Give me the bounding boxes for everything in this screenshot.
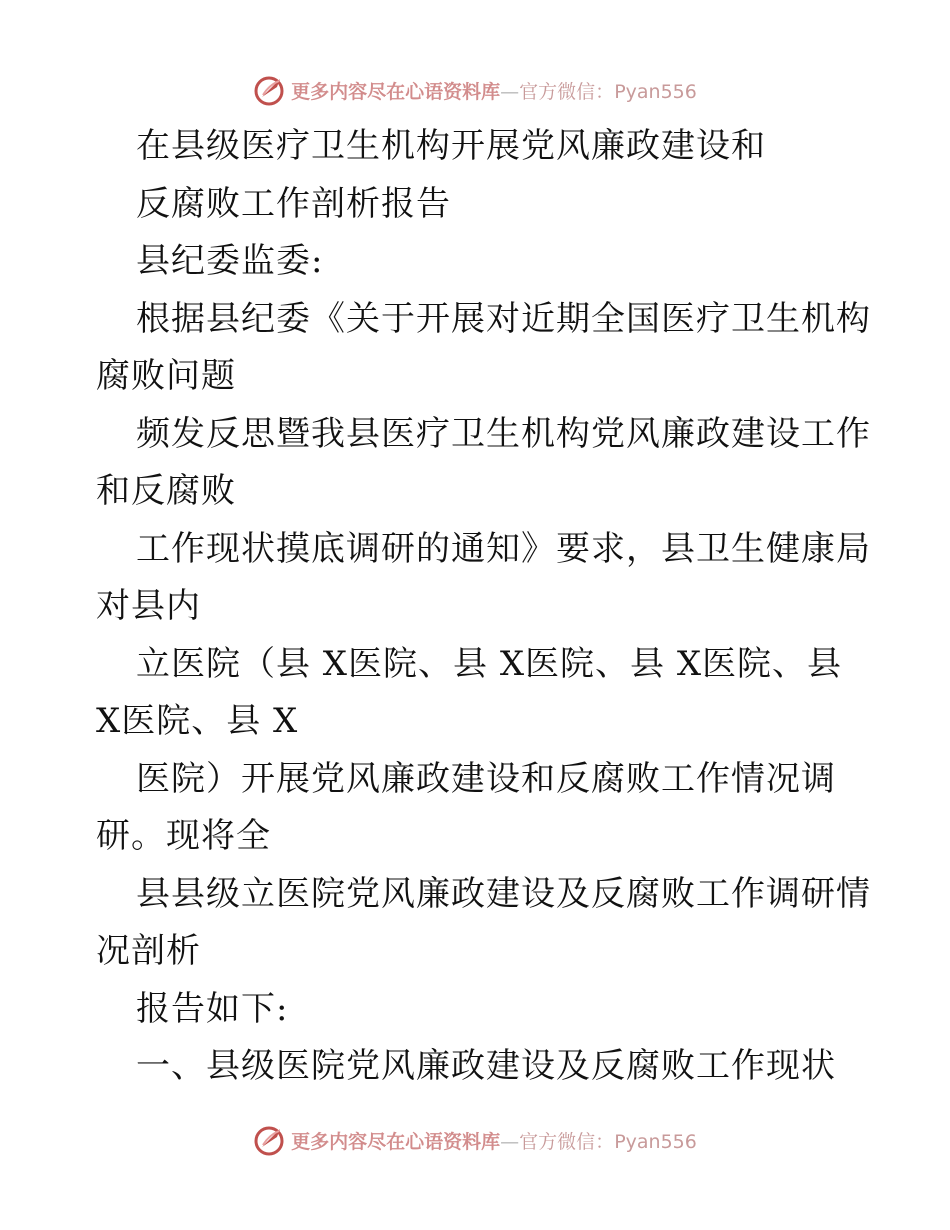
document-line: 县县级立医院党风廉政建设及反腐败工作调研情 — [136, 873, 871, 914]
document-line: 腐败问题 — [96, 356, 236, 396]
document-line: 工作现状摸底调研的通知》要求，县卫生健康局 — [136, 528, 871, 569]
brand-logo-icon — [253, 73, 287, 107]
document-line: 在县级医疗卫生机构开展党风廉政建设和 — [136, 126, 766, 166]
watermark-text: 更多内容尽在心语资料库—官方微信：Pyan556 — [291, 80, 697, 103]
document-line: 县纪委监委: — [136, 241, 324, 281]
document-line: X医院、县 X — [96, 701, 299, 741]
document-line: 和反腐败 — [96, 471, 236, 511]
document-line: 立医院（县 X医院、县 X医院、县 X医院、县 — [136, 643, 843, 684]
watermark-text: 更多内容尽在心语资料库—官方微信：Pyan556 — [291, 1130, 697, 1153]
document-line: 频发反思暨我县医疗卫生机构党风廉政建设工作 — [136, 413, 871, 454]
document-line: 研。现将全 — [96, 816, 271, 856]
footer-watermark — [0, 1120, 950, 1160]
header-watermark — [0, 70, 950, 110]
document-line: 根据县纪委《关于开展对近期全国医疗卫生机构 — [136, 298, 871, 339]
document-line: 报告如下: — [136, 988, 289, 1029]
document-line: 一、县级医院党风廉政建设及反腐败工作现状 — [136, 1046, 836, 1086]
document-line: 反腐败工作剖析报告 — [136, 183, 451, 224]
document-body — [96, 118, 871, 1096]
brand-logo-icon — [253, 1123, 287, 1157]
document-line: 况剖析 — [96, 931, 201, 971]
document-line: 对县内 — [96, 586, 201, 626]
document-line: 医院）开展党风廉政建设和反腐败工作情况调 — [136, 758, 836, 799]
